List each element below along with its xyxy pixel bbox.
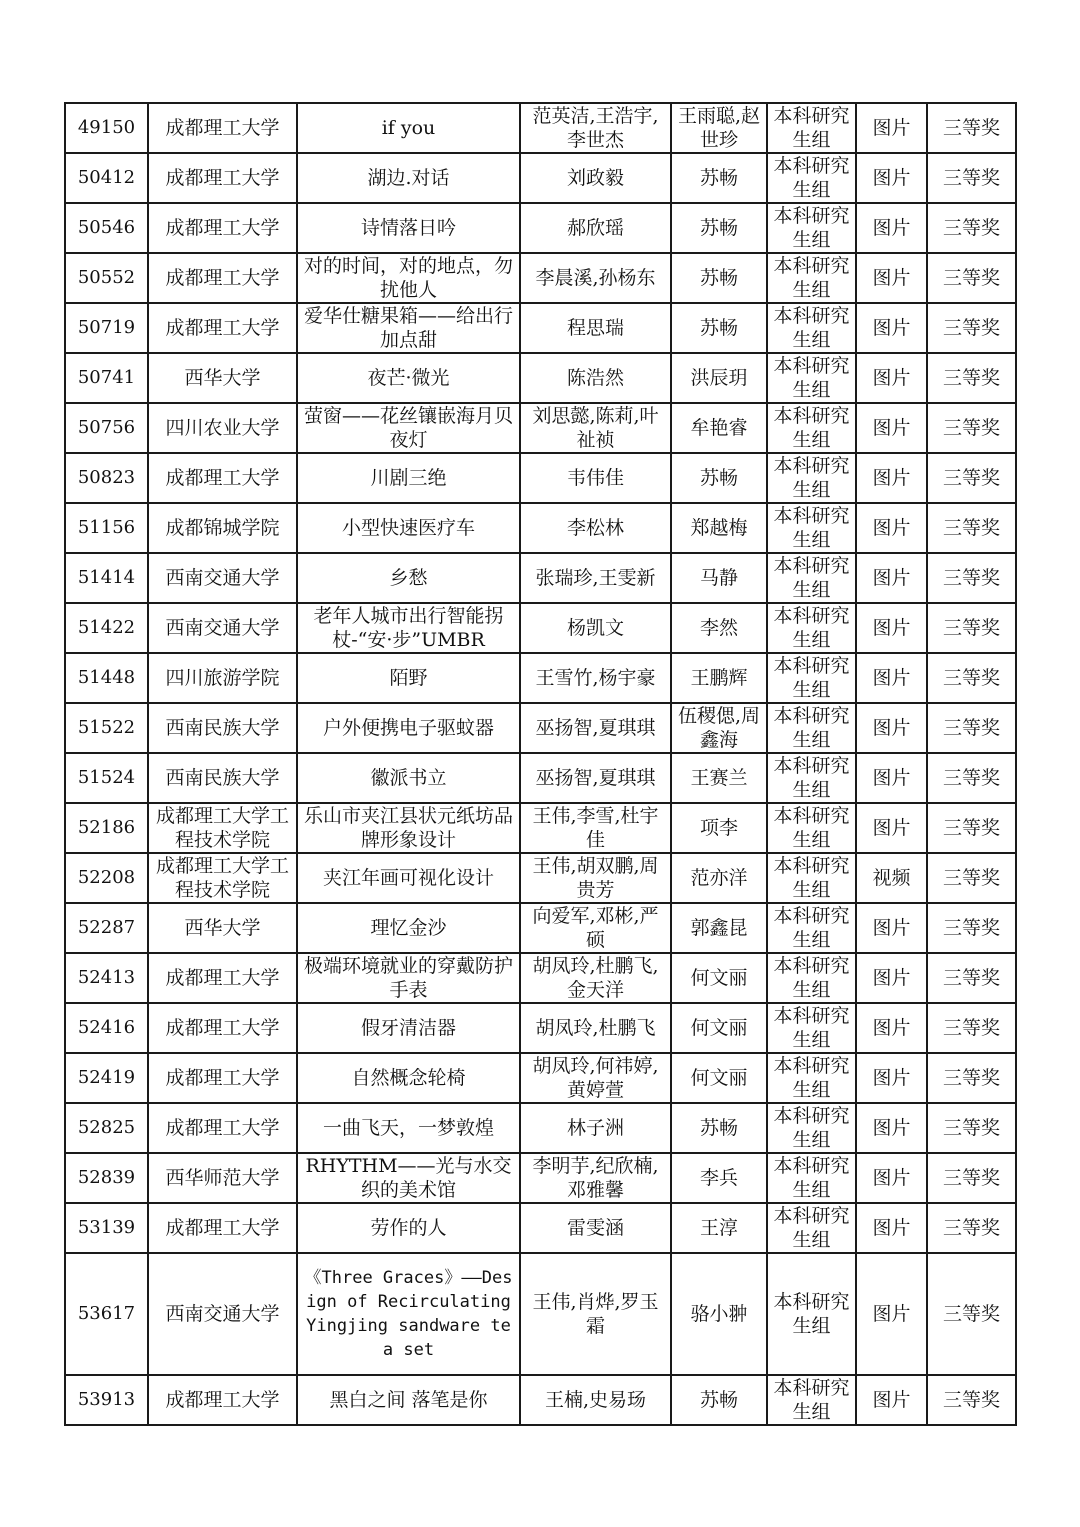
group-cell: 本科研究生组	[767, 903, 856, 953]
table-row	[65, 1253, 1016, 1375]
award-list-page	[64, 102, 1015, 1426]
entry-id-cell: 53617	[65, 1253, 148, 1375]
table-row	[65, 1003, 1016, 1053]
authors-cell: 王伟,胡双鹏,周贵芳	[520, 853, 671, 903]
teacher-cell: 骆小翀	[671, 1253, 767, 1375]
group-cell: 本科研究生组	[767, 1375, 856, 1425]
authors-cell: 巫扬智,夏琪琪	[520, 703, 671, 753]
group-cell: 本科研究生组	[767, 353, 856, 403]
award-cell: 三等奖	[927, 853, 1016, 903]
school-cell: 成都理工大学工程技术学院	[148, 853, 297, 903]
award-cell: 三等奖	[927, 753, 1016, 803]
entry-id-cell: 50412	[65, 153, 148, 203]
authors-cell: 巫扬智,夏琪琪	[520, 753, 671, 803]
award-cell: 三等奖	[927, 653, 1016, 703]
group-cell: 本科研究生组	[767, 753, 856, 803]
teacher-cell: 范亦洋	[671, 853, 767, 903]
teacher-cell: 郑越梅	[671, 503, 767, 553]
table-row	[65, 1153, 1016, 1203]
school-cell: 成都理工大学	[148, 203, 297, 253]
authors-cell: 李松林	[520, 503, 671, 553]
entry-id-cell: 51448	[65, 653, 148, 703]
group-cell: 本科研究生组	[767, 153, 856, 203]
category-cell: 图片	[856, 703, 927, 753]
school-cell: 成都理工大学	[148, 1375, 297, 1425]
table-row	[65, 353, 1016, 403]
school-cell: 成都理工大学	[148, 253, 297, 303]
table-row	[65, 403, 1016, 453]
award-cell: 三等奖	[927, 1253, 1016, 1375]
award-cell: 三等奖	[927, 1153, 1016, 1203]
school-cell: 西华大学	[148, 353, 297, 403]
award-table	[64, 102, 1017, 1426]
award-cell: 三等奖	[927, 1375, 1016, 1425]
teacher-cell: 王雨聪,赵世珍	[671, 103, 767, 153]
work-title-cell: 老年人城市出行智能拐杖-“安·步”UMBR	[297, 603, 520, 653]
table-row	[65, 253, 1016, 303]
school-cell: 成都理工大学	[148, 303, 297, 353]
teacher-cell: 李兵	[671, 1153, 767, 1203]
group-cell: 本科研究生组	[767, 803, 856, 853]
category-cell: 图片	[856, 1153, 927, 1203]
entry-id-cell: 50823	[65, 453, 148, 503]
table-row	[65, 1053, 1016, 1103]
school-cell: 成都理工大学	[148, 103, 297, 153]
school-cell: 四川旅游学院	[148, 653, 297, 703]
category-cell: 图片	[856, 653, 927, 703]
category-cell: 图片	[856, 1103, 927, 1153]
work-title-cell: 一曲飞天，一梦敦煌	[297, 1103, 520, 1153]
entry-id-cell: 52208	[65, 853, 148, 903]
group-cell: 本科研究生组	[767, 503, 856, 553]
school-cell: 成都理工大学	[148, 953, 297, 1003]
work-title-cell: 小型快速医疗车	[297, 503, 520, 553]
teacher-cell: 苏畅	[671, 453, 767, 503]
entry-id-cell: 52287	[65, 903, 148, 953]
group-cell: 本科研究生组	[767, 203, 856, 253]
work-title-cell: 陌野	[297, 653, 520, 703]
teacher-cell: 王淳	[671, 1203, 767, 1253]
entry-id-cell: 53913	[65, 1375, 148, 1425]
authors-cell: 郝欣瑶	[520, 203, 671, 253]
category-cell: 图片	[856, 1003, 927, 1053]
table-row	[65, 203, 1016, 253]
group-cell: 本科研究生组	[767, 1203, 856, 1253]
teacher-cell: 李然	[671, 603, 767, 653]
authors-cell: 陈浩然	[520, 353, 671, 403]
teacher-cell: 洪辰玥	[671, 353, 767, 403]
entry-id-cell: 51414	[65, 553, 148, 603]
school-cell: 西南交通大学	[148, 603, 297, 653]
work-title-cell: 乐山市夹江县状元纸坊品牌形象设计	[297, 803, 520, 853]
category-cell: 图片	[856, 503, 927, 553]
table-row	[65, 153, 1016, 203]
authors-cell: 林子洲	[520, 1103, 671, 1153]
teacher-cell: 牟艳睿	[671, 403, 767, 453]
entry-id-cell: 52825	[65, 1103, 148, 1153]
work-title-cell: 劳作的人	[297, 1203, 520, 1253]
award-table-body	[65, 103, 1016, 1425]
table-row	[65, 953, 1016, 1003]
authors-cell: 杨凯文	[520, 603, 671, 653]
work-title-cell: 假牙清洁器	[297, 1003, 520, 1053]
teacher-cell: 王赛兰	[671, 753, 767, 803]
work-title-cell: 徽派书立	[297, 753, 520, 803]
work-title-cell: 自然概念轮椅	[297, 1053, 520, 1103]
group-cell: 本科研究生组	[767, 603, 856, 653]
authors-cell: 王雪竹,杨宇豪	[520, 653, 671, 703]
work-title-cell: 萤窗——花丝镶嵌海月贝夜灯	[297, 403, 520, 453]
school-cell: 西南民族大学	[148, 753, 297, 803]
table-row	[65, 903, 1016, 953]
work-title-cell: 夜芒·微光	[297, 353, 520, 403]
teacher-cell: 苏畅	[671, 153, 767, 203]
award-cell: 三等奖	[927, 803, 1016, 853]
award-cell: 三等奖	[927, 953, 1016, 1003]
group-cell: 本科研究生组	[767, 303, 856, 353]
authors-cell: 胡凤玲,杜鹏飞	[520, 1003, 671, 1053]
group-cell: 本科研究生组	[767, 1053, 856, 1103]
group-cell: 本科研究生组	[767, 953, 856, 1003]
award-cell: 三等奖	[927, 253, 1016, 303]
work-title-cell: 爱华仕糖果箱——给出行加点甜	[297, 303, 520, 353]
teacher-cell: 王鹏辉	[671, 653, 767, 703]
authors-cell: 王伟,李雪,杜宇佳	[520, 803, 671, 853]
entry-id-cell: 51524	[65, 753, 148, 803]
table-row	[65, 1375, 1016, 1425]
teacher-cell: 项李	[671, 803, 767, 853]
entry-id-cell: 52419	[65, 1053, 148, 1103]
table-row	[65, 553, 1016, 603]
award-cell: 三等奖	[927, 1203, 1016, 1253]
teacher-cell: 苏畅	[671, 253, 767, 303]
category-cell: 图片	[856, 1375, 927, 1425]
entry-id-cell: 49150	[65, 103, 148, 153]
award-cell: 三等奖	[927, 103, 1016, 153]
work-title-cell: 川剧三绝	[297, 453, 520, 503]
teacher-cell: 何文丽	[671, 1053, 767, 1103]
authors-cell: 范英洁,王浩宇,李世杰	[520, 103, 671, 153]
group-cell: 本科研究生组	[767, 1003, 856, 1053]
entry-id-cell: 51522	[65, 703, 148, 753]
work-title-cell: RHYTHM——光与水交织的美术馆	[297, 1153, 520, 1203]
teacher-cell: 何文丽	[671, 1003, 767, 1053]
group-cell: 本科研究生组	[767, 1153, 856, 1203]
authors-cell: 刘政毅	[520, 153, 671, 203]
entry-id-cell: 51422	[65, 603, 148, 653]
teacher-cell: 伍稷偲,周鑫海	[671, 703, 767, 753]
group-cell: 本科研究生组	[767, 653, 856, 703]
group-cell: 本科研究生组	[767, 703, 856, 753]
entry-id-cell: 50741	[65, 353, 148, 403]
work-title-cell: 乡愁	[297, 553, 520, 603]
category-cell: 视频	[856, 853, 927, 903]
entry-id-cell: 52186	[65, 803, 148, 853]
school-cell: 西南交通大学	[148, 553, 297, 603]
school-cell: 成都锦城学院	[148, 503, 297, 553]
work-title-cell: 黑白之间 落笔是你	[297, 1375, 520, 1425]
table-row	[65, 1203, 1016, 1253]
work-title-cell: 湖边.对话	[297, 153, 520, 203]
work-title-cell: 夹江年画可视化设计	[297, 853, 520, 903]
award-cell: 三等奖	[927, 503, 1016, 553]
award-cell: 三等奖	[927, 153, 1016, 203]
teacher-cell: 郭鑫昆	[671, 903, 767, 953]
table-row	[65, 703, 1016, 753]
school-cell: 成都理工大学	[148, 153, 297, 203]
table-row	[65, 103, 1016, 153]
work-title-cell: 理忆金沙	[297, 903, 520, 953]
category-cell: 图片	[856, 1053, 927, 1103]
group-cell: 本科研究生组	[767, 853, 856, 903]
group-cell: 本科研究生组	[767, 1253, 856, 1375]
award-cell: 三等奖	[927, 603, 1016, 653]
entry-id-cell: 50756	[65, 403, 148, 453]
category-cell: 图片	[856, 303, 927, 353]
category-cell: 图片	[856, 253, 927, 303]
teacher-cell: 苏畅	[671, 203, 767, 253]
entry-id-cell: 52413	[65, 953, 148, 1003]
award-cell: 三等奖	[927, 1053, 1016, 1103]
authors-cell: 韦伟佳	[520, 453, 671, 503]
teacher-cell: 马静	[671, 553, 767, 603]
award-cell: 三等奖	[927, 303, 1016, 353]
category-cell: 图片	[856, 753, 927, 803]
authors-cell: 雷雯涵	[520, 1203, 671, 1253]
award-cell: 三等奖	[927, 703, 1016, 753]
work-title-cell: if you	[297, 103, 520, 153]
group-cell: 本科研究生组	[767, 453, 856, 503]
category-cell: 图片	[856, 203, 927, 253]
authors-cell: 刘思懿,陈莉,叶祉祯	[520, 403, 671, 453]
work-title-cell: 对的时间，对的地点，勿扰他人	[297, 253, 520, 303]
entry-id-cell: 53139	[65, 1203, 148, 1253]
award-cell: 三等奖	[927, 453, 1016, 503]
award-cell: 三等奖	[927, 403, 1016, 453]
group-cell: 本科研究生组	[767, 403, 856, 453]
school-cell: 成都理工大学	[148, 1003, 297, 1053]
award-cell: 三等奖	[927, 903, 1016, 953]
school-cell: 西南民族大学	[148, 703, 297, 753]
category-cell: 图片	[856, 953, 927, 1003]
entry-id-cell: 50719	[65, 303, 148, 353]
entry-id-cell: 52839	[65, 1153, 148, 1203]
category-cell: 图片	[856, 403, 927, 453]
teacher-cell: 苏畅	[671, 1103, 767, 1153]
table-row	[65, 853, 1016, 903]
category-cell: 图片	[856, 903, 927, 953]
school-cell: 西华师范大学	[148, 1153, 297, 1203]
entry-id-cell: 52416	[65, 1003, 148, 1053]
category-cell: 图片	[856, 553, 927, 603]
authors-cell: 王楠,史易玚	[520, 1375, 671, 1425]
group-cell: 本科研究生组	[767, 1103, 856, 1153]
category-cell: 图片	[856, 153, 927, 203]
table-row	[65, 753, 1016, 803]
work-title-cell: 极端环境就业的穿戴防护手表	[297, 953, 520, 1003]
authors-cell: 李明芋,纪欣楠,邓雅馨	[520, 1153, 671, 1203]
school-cell: 成都理工大学	[148, 453, 297, 503]
category-cell: 图片	[856, 353, 927, 403]
group-cell: 本科研究生组	[767, 553, 856, 603]
category-cell: 图片	[856, 803, 927, 853]
award-cell: 三等奖	[927, 203, 1016, 253]
school-cell: 成都理工大学工程技术学院	[148, 803, 297, 853]
work-title-cell: 诗情落日吟	[297, 203, 520, 253]
table-row	[65, 453, 1016, 503]
school-cell: 成都理工大学	[148, 1203, 297, 1253]
teacher-cell: 苏畅	[671, 1375, 767, 1425]
category-cell: 图片	[856, 453, 927, 503]
table-row	[65, 503, 1016, 553]
award-cell: 三等奖	[927, 1103, 1016, 1153]
table-row	[65, 653, 1016, 703]
teacher-cell: 苏畅	[671, 303, 767, 353]
table-row	[65, 603, 1016, 653]
school-cell: 成都理工大学	[148, 1053, 297, 1103]
school-cell: 西华大学	[148, 903, 297, 953]
teacher-cell: 何文丽	[671, 953, 767, 1003]
award-cell: 三等奖	[927, 553, 1016, 603]
award-cell: 三等奖	[927, 353, 1016, 403]
authors-cell: 胡凤玲,杜鹏飞,金天洋	[520, 953, 671, 1003]
school-cell: 西南交通大学	[148, 1253, 297, 1375]
category-cell: 图片	[856, 603, 927, 653]
authors-cell: 胡凤玲,何祎婷,黄婷萱	[520, 1053, 671, 1103]
authors-cell: 王伟,肖烨,罗玉霜	[520, 1253, 671, 1375]
entry-id-cell: 50546	[65, 203, 148, 253]
work-title-cell: 户外便携电子驱蚊器	[297, 703, 520, 753]
table-row	[65, 803, 1016, 853]
table-row	[65, 1103, 1016, 1153]
school-cell: 成都理工大学	[148, 1103, 297, 1153]
category-cell: 图片	[856, 1203, 927, 1253]
work-title-cell: 《Three Graces》——Design of Recirculating Yingjing sandware tea set	[297, 1253, 520, 1375]
group-cell: 本科研究生组	[767, 253, 856, 303]
authors-cell: 程思瑞	[520, 303, 671, 353]
entry-id-cell: 50552	[65, 253, 148, 303]
category-cell: 图片	[856, 103, 927, 153]
school-cell: 四川农业大学	[148, 403, 297, 453]
entry-id-cell: 51156	[65, 503, 148, 553]
authors-cell: 张瑞珍,王雯新	[520, 553, 671, 603]
category-cell: 图片	[856, 1253, 927, 1375]
authors-cell: 向爱军,邓彬,严硕	[520, 903, 671, 953]
award-cell: 三等奖	[927, 1003, 1016, 1053]
group-cell: 本科研究生组	[767, 103, 856, 153]
table-row	[65, 303, 1016, 353]
authors-cell: 李晨溪,孙杨东	[520, 253, 671, 303]
